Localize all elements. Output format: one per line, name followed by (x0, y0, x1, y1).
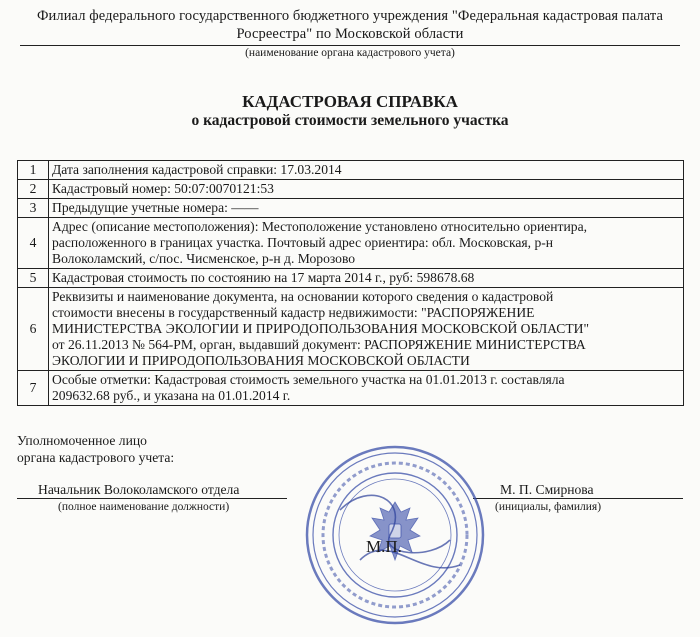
table-row (18, 371, 684, 406)
document-title: КАДАСТРОВАЯ СПРАВКА (242, 92, 458, 111)
row-line: Адрес (описание местоположения): Местоположение установлено относительно ориентира, (52, 219, 588, 234)
row-number: 4 (18, 218, 49, 269)
signer-position: Начальник Волоколамского отдела (38, 482, 240, 497)
row-number: 6 (18, 288, 49, 371)
name-underline (473, 498, 683, 499)
row-number: 5 (18, 269, 49, 288)
org-name-line1: Филиал федерального государственного бюджетного учреждения "Федеральная кадастровая палата (36, 8, 664, 24)
row-number: 3 (18, 199, 49, 218)
org-name-line2: Росреестра" по Московской области (236, 26, 464, 42)
row-content (49, 218, 684, 269)
row-content (49, 199, 684, 218)
cadastral-info-table (17, 160, 684, 406)
row-content (49, 371, 684, 406)
row-number: 1 (18, 161, 49, 180)
row-line: от 26.11.2013 № 564-РМ, орган, выдавший документ: РАСПОРЯЖЕНИЕ МИНИСТЕРСТВА (52, 337, 586, 352)
row-line: ЭКОЛОГИИ И ПРИРОДОПОЛЬЗОВАНИЯ МОСКОВСКОЙ ОБЛАСТИ (52, 353, 470, 368)
row-content (49, 288, 684, 371)
authority-label-line2: органа кадастрового учета: (17, 450, 175, 465)
signer-name: М. П. Смирнова (500, 482, 594, 497)
position-caption: (полное наименование должности) (58, 501, 230, 513)
row-content (49, 161, 684, 180)
table-row (18, 180, 684, 199)
official-seal (300, 440, 490, 630)
document-subtitle: о кадастровой стоимости земельного участка (191, 112, 509, 129)
table-row (18, 161, 684, 180)
row-line: Реквизиты и наименование документа, на основании которого сведения о кадастровой (52, 289, 554, 304)
row-line: 209632.68 руб., и указана на 01.01.2014 г. (52, 388, 291, 403)
row-line: МИНИСТЕРСТВА ЭКОЛОГИИ И ПРИРОДОПОЛЬЗОВАНИЯ МОСКОВСКОЙ ОБЛАСТИ" (52, 321, 590, 336)
row-line: Кадастровый номер: 50:07:0070121:53 (52, 181, 274, 196)
stamp-mark: М.П. (366, 537, 402, 556)
name-caption: (инициалы, фамилия) (495, 501, 602, 513)
table-row (18, 218, 684, 269)
row-line: Дата заполнения кадастровой справки: 17.03.2014 (52, 162, 342, 177)
row-number: 7 (18, 371, 49, 406)
row-line: Особые отметки: Кадастровая стоимость земельного участка на 01.01.2013 г. составляла (52, 372, 565, 387)
row-content (49, 269, 684, 288)
row-line: Предыдущие учетные номера: —— (52, 200, 259, 215)
seal-icon (300, 440, 490, 630)
position-underline (17, 498, 287, 499)
table-row (18, 288, 684, 371)
org-name-underline (20, 45, 680, 46)
row-line: расположенного в границах участка. Почтовый адрес ориентира: обл. Московская, р-н (52, 235, 554, 250)
row-line: Волоколамский, с/пос. Чисменское, р-н д. Морозово (52, 251, 356, 266)
org-name-caption: (наименование органа кадастрового учета) (245, 47, 455, 59)
row-content (49, 180, 684, 199)
row-line: стоимости внесены в государственный кадастр недвижимости: "РАСПОРЯЖЕНИЕ (52, 305, 535, 320)
row-number: 2 (18, 180, 49, 199)
table-row (18, 199, 684, 218)
table-row (18, 269, 684, 288)
row-line: Кадастровая стоимость по состоянию на 17 марта 2014 г., руб: 598678.68 (52, 270, 475, 285)
authority-label-line1: Уполномоченное лицо (17, 433, 147, 448)
